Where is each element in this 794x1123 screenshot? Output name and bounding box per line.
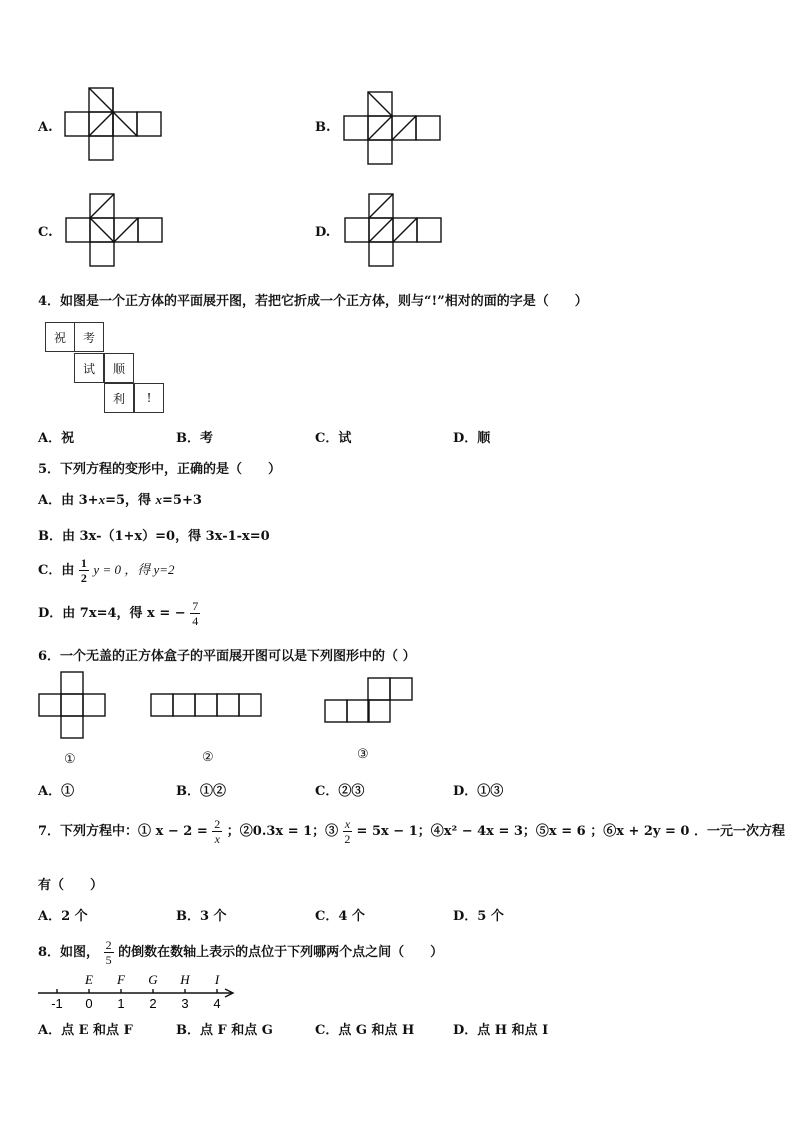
q4-net-cell: ! [134,383,164,413]
q6-option-c: C．②③ [315,784,365,799]
q3-option-b-label: B. [315,120,331,135]
q4-option-a: A．祝 [38,431,75,446]
axis-tick-label: 4 [213,996,221,1011]
q7-option-a: A．2 个 [38,909,88,924]
axis-point-label: E [85,972,93,987]
axis-tick-label: 1 [117,996,125,1011]
axis-tick-label: 0 [85,996,93,1011]
q6-figure-label-1: ① [64,752,76,767]
q4-net-cell: 祝 [45,322,75,352]
q7-stem: 7．下列方程中：① x − 2 = $\frac{2}{x}$ ；②0.3x = 1；③ $\frac{x}{2}$ = 5x − 1；④x² − 4x = 3；⑤x = 6 ；⑥x + 2y = 0 ．一元一次方程 [38,817,786,846]
axis-point-label: H [180,972,190,987]
q8-option-d: D．点 H 和点 I [453,1023,549,1038]
q4-net-cell: 试 [74,353,104,383]
q5-stem: 5．下列方程的变形中，正确的是（ ） [38,462,282,477]
q5-option-d: D．由 7x=4，得 x = − $\frac{7}{4}$ [38,599,199,628]
q4-net-cell: 顺 [104,353,134,383]
q6-option-d: D．①③ [453,784,504,799]
q7-option-d: D．5 个 [453,909,504,924]
q8-option-a: A．点 E 和点 F [38,1023,133,1038]
q3-option-c-label: C. [38,225,53,240]
q4-stem: 4．如图是一个正方体的平面展开图，若把它折成一个正方体，则与“!”相对的面的字是（ ） [38,294,588,309]
axis-point-label: G [148,972,158,987]
axis-tick-label: -1 [51,996,63,1011]
q4-net-cell: 考 [74,322,104,352]
q4-option-c: C．试 [315,431,352,446]
axis-tick-label: 2 [149,996,157,1011]
q7-option-c: C．4 个 [315,909,365,924]
q8-option-c: C．点 G 和点 H [315,1023,415,1038]
q6-option-a: A．① [38,784,75,799]
q3-option-a-label: A. [38,120,53,135]
q3-option-d-label: D. [315,225,331,240]
axis-point-label: I [214,972,220,987]
q4-option-d: D．顺 [453,431,491,446]
q6-option-b: B．①② [176,784,226,799]
q6-figure-label-3: ③ [357,747,369,762]
q5-option-b: B．由 3x-（1+x）=0，得 3x-1-x=0 [38,529,270,544]
q6-figure-label-2: ② [202,750,214,765]
q7-stem-continued: 有（ ） [38,878,104,893]
q4-option-b: B．考 [176,431,213,446]
q4-net-cell: 利 [104,383,134,413]
q7-option-b: B．3 个 [176,909,227,924]
q8-option-b: B．点 F 和点 G [176,1023,273,1038]
axis-point-label: F [117,972,125,987]
q5-option-a: A．由 3+x=5，得 x=5+3 [38,492,202,508]
q5-option-c: C．由 $\frac{1}{2}$ y = 0 ，得 y=2 [38,556,175,585]
axis-tick-label: 3 [181,996,189,1011]
q8-stem: 8．如图， $\frac{2}{5}$ 的倒数在数轴上表示的点位于下列哪两个点之间（ ） [38,938,444,967]
q6-stem: 6．一个无盖的正方体盒子的平面展开图可以是下列图形中的（ ） [38,649,416,664]
